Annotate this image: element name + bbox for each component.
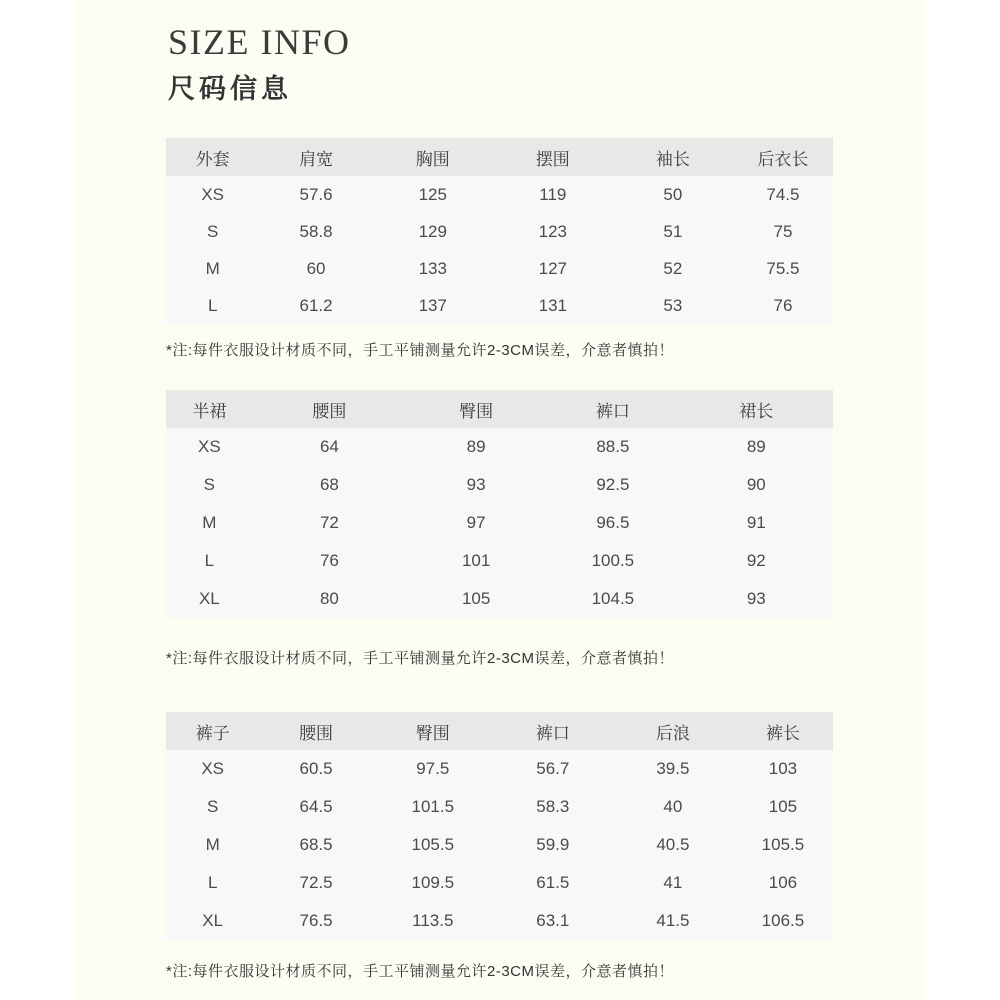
measurement-value: 75.5 [733, 250, 833, 287]
measurement-value: 106 [733, 864, 833, 902]
measurement-value: 92.5 [546, 466, 679, 504]
measurement-value: 97 [406, 504, 546, 542]
measurement-value: 76.5 [259, 902, 372, 940]
measurement-note: *注:每件衣服设计材质不同，手工平铺测量允许2-3CM误差，介意者慎拍！ [166, 650, 675, 667]
measurement-value: 89 [680, 428, 833, 466]
measurement-value: 101 [406, 542, 546, 580]
table-row [166, 580, 833, 618]
measurement-value: 80 [253, 580, 406, 618]
measurement-value: 97.5 [373, 750, 493, 788]
size-label: M [166, 250, 259, 287]
column-header: 胸围 [373, 138, 493, 176]
column-header: 裤口 [493, 712, 613, 750]
measurement-value: 53 [613, 287, 733, 324]
measurement-value: 89 [406, 428, 546, 466]
measurement-value: 105 [406, 580, 546, 618]
measurement-value: 109.5 [373, 864, 493, 902]
measurement-value: 72.5 [259, 864, 372, 902]
table-row [166, 504, 833, 542]
page-subtitle: 尺码信息 [168, 73, 292, 104]
measurement-value: 129 [373, 213, 493, 250]
measurement-value: 60 [259, 250, 372, 287]
measurement-value: 40.5 [613, 826, 733, 864]
measurement-value: 76 [253, 542, 406, 580]
column-header: 后浪 [613, 712, 733, 750]
measurement-value: 103 [733, 750, 833, 788]
measurement-value: 88.5 [546, 428, 679, 466]
measurement-value: 64 [253, 428, 406, 466]
measurement-value: 40 [613, 788, 733, 826]
measurement-value: 113.5 [373, 902, 493, 940]
size-label: S [166, 788, 259, 826]
table-row [166, 542, 833, 580]
page-title: SIZE INFO [168, 22, 351, 62]
category-header: 半裙 [166, 390, 253, 428]
table-row [166, 826, 833, 864]
size-label: XL [166, 902, 259, 940]
measurement-value: 52 [613, 250, 733, 287]
size-label: S [166, 213, 259, 250]
measurement-value: 105.5 [733, 826, 833, 864]
size-label: M [166, 826, 259, 864]
size-label: L [166, 864, 259, 902]
measurement-value: 133 [373, 250, 493, 287]
measurement-value: 106.5 [733, 902, 833, 940]
measurement-value: 93 [680, 580, 833, 618]
measurement-value: 104.5 [546, 580, 679, 618]
measurement-value: 41.5 [613, 902, 733, 940]
header-row [166, 390, 833, 428]
measurement-value: 72 [253, 504, 406, 542]
measurement-value: 123 [493, 213, 613, 250]
column-header: 裙长 [680, 390, 833, 428]
column-header: 后衣长 [733, 138, 833, 176]
size-label: S [166, 466, 253, 504]
outerwear-size-table [166, 138, 833, 324]
measurement-value: 91 [680, 504, 833, 542]
pants-size-table [166, 712, 833, 940]
column-header: 摆围 [493, 138, 613, 176]
measurement-value: 74.5 [733, 176, 833, 213]
header-row [166, 712, 833, 750]
size-label: XS [166, 176, 259, 213]
measurement-value: 63.1 [493, 902, 613, 940]
measurement-value: 68 [253, 466, 406, 504]
measurement-value: 125 [373, 176, 493, 213]
table-row [166, 287, 833, 324]
measurement-value: 90 [680, 466, 833, 504]
column-header: 袖长 [613, 138, 733, 176]
measurement-value: 137 [373, 287, 493, 324]
column-header: 臀围 [406, 390, 546, 428]
measurement-value: 58.3 [493, 788, 613, 826]
table-row [166, 213, 833, 250]
column-header: 裤长 [733, 712, 833, 750]
measurement-value: 60.5 [259, 750, 372, 788]
measurement-value: 58.8 [259, 213, 372, 250]
column-header: 肩宽 [259, 138, 372, 176]
measurement-note: *注:每件衣服设计材质不同，手工平铺测量允许2-3CM误差，介意者慎拍！ [166, 963, 675, 980]
measurement-value: 101.5 [373, 788, 493, 826]
measurement-value: 127 [493, 250, 613, 287]
table-row [166, 176, 833, 213]
column-header: 臀围 [373, 712, 493, 750]
size-label: L [166, 287, 259, 324]
table-row [166, 250, 833, 287]
table-row [166, 864, 833, 902]
measurement-value: 41 [613, 864, 733, 902]
skirt-size-table [166, 390, 833, 618]
category-header: 外套 [166, 138, 259, 176]
measurement-value: 92 [680, 542, 833, 580]
size-label: L [166, 542, 253, 580]
measurement-value: 50 [613, 176, 733, 213]
measurement-value: 51 [613, 213, 733, 250]
measurement-value: 39.5 [613, 750, 733, 788]
pants-table-section [166, 712, 833, 940]
table-row [166, 902, 833, 940]
skirt-table-section [166, 390, 833, 618]
header-row [166, 138, 833, 176]
table-row [166, 788, 833, 826]
category-header: 裤子 [166, 712, 259, 750]
measurement-value: 131 [493, 287, 613, 324]
size-label: XS [166, 750, 259, 788]
title-block [168, 24, 351, 106]
content-panel [75, 0, 925, 1000]
measurement-value: 61.2 [259, 287, 372, 324]
measurement-note: *注:每件衣服设计材质不同，手工平铺测量允许2-3CM误差，介意者慎拍！ [166, 342, 675, 359]
measurement-value: 68.5 [259, 826, 372, 864]
measurement-value: 105.5 [373, 826, 493, 864]
measurement-value: 105 [733, 788, 833, 826]
measurement-value: 100.5 [546, 542, 679, 580]
table-row [166, 750, 833, 788]
table-row [166, 466, 833, 504]
measurement-value: 61.5 [493, 864, 613, 902]
measurement-value: 59.9 [493, 826, 613, 864]
column-header: 腰围 [259, 712, 372, 750]
outerwear-table-section [166, 138, 833, 324]
measurement-value: 56.7 [493, 750, 613, 788]
measurement-value: 93 [406, 466, 546, 504]
measurement-value: 76 [733, 287, 833, 324]
measurement-value: 119 [493, 176, 613, 213]
column-header: 裤口 [546, 390, 679, 428]
measurement-value: 64.5 [259, 788, 372, 826]
column-header: 腰围 [253, 390, 406, 428]
table-row [166, 428, 833, 466]
size-label: XL [166, 580, 253, 618]
measurement-value: 57.6 [259, 176, 372, 213]
measurement-value: 75 [733, 213, 833, 250]
size-label: XS [166, 428, 253, 466]
measurement-value: 96.5 [546, 504, 679, 542]
size-label: M [166, 504, 253, 542]
